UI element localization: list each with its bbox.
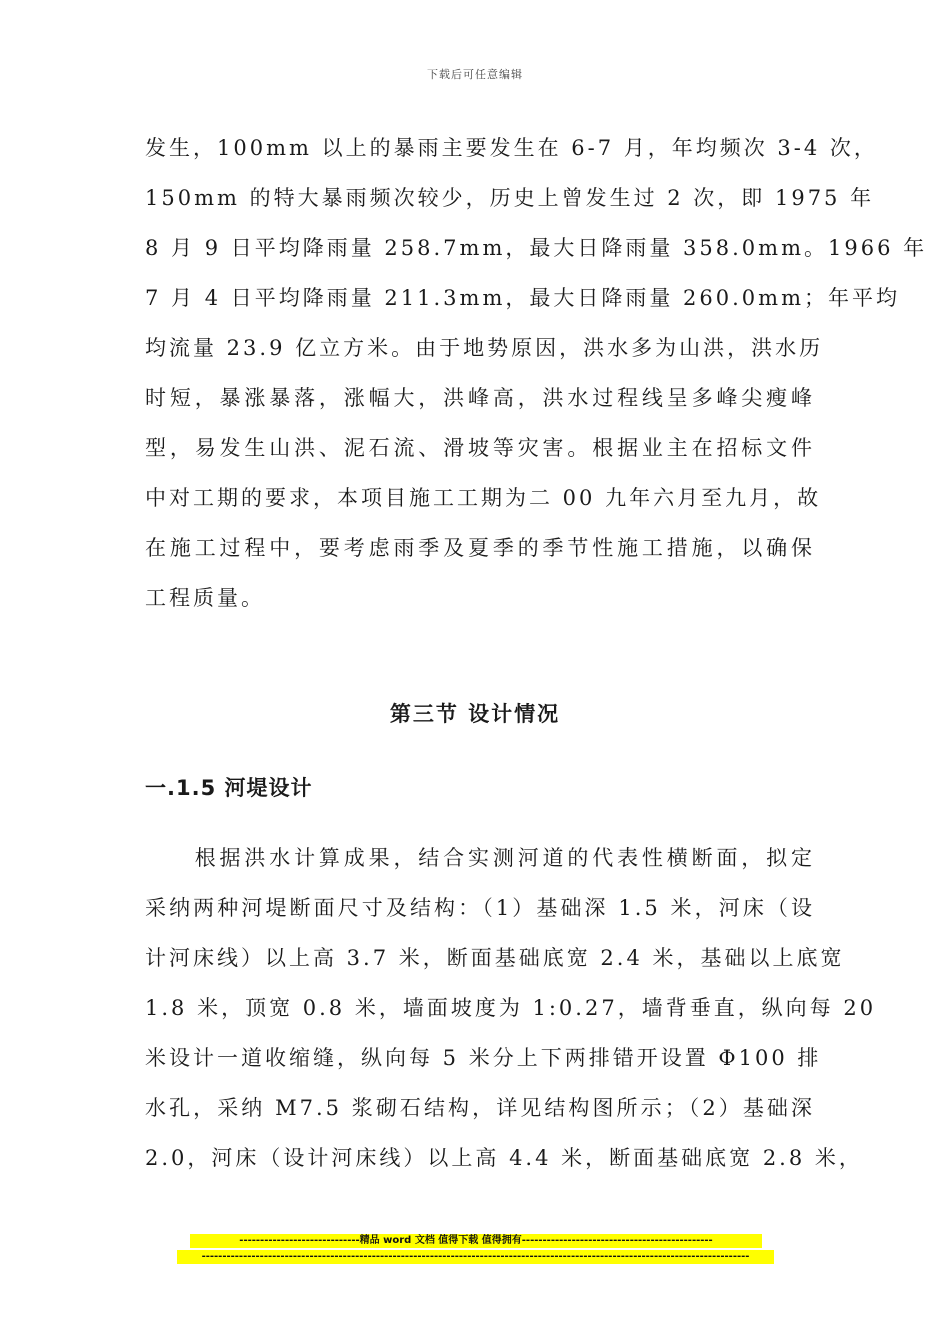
paragraph-line: 150mm 的特大暴雨频次较少，历史上曾发生过 2 次，即 1975 年 [145, 186, 875, 210]
footer-watermark-line: -----------------------------精品 word 文档 值得下载 值得拥有---------------------------------------------- [190, 1234, 762, 1248]
paragraph-climate [145, 123, 928, 623]
paragraph-line: 工程质量。 [145, 586, 265, 610]
header-note: 下载后可任意编辑 [427, 68, 523, 81]
section-title: 第三节 设计情况 [389, 702, 561, 726]
paragraph-line: 7 月 4 日平均降雨量 211.3mm，最大日降雨量 260.0mm；年平均 [145, 286, 900, 310]
paragraph-embankment-design [145, 833, 877, 1183]
subsection-title: 一.1.5 河堤设计 [145, 776, 313, 800]
paragraph-line: 8 月 9 日平均降雨量 258.7mm，最大日降雨量 358.0mm。1966 年 [145, 236, 928, 260]
footer-dashed-line: ------------------------------------------------------------------------------------------------------------------------------------ [177, 1250, 774, 1264]
paragraph-line: 采纳两种河堤断面尺寸及结构：（1）基础深 1.5 米，河床（设 [145, 896, 815, 920]
paragraph-line: 时短，暴涨暴落，涨幅大，洪峰高，洪水过程线呈多峰尖瘦峰 [145, 386, 815, 410]
paragraph-line: 1.8 米，顶宽 0.8 米，墙面坡度为 1:0.27，墙背垂直，纵向每 20 [145, 996, 877, 1020]
paragraph-line: 2.0，河床（设计河床线）以上高 4.4 米，断面基础底宽 2.8 米， [145, 1146, 863, 1170]
paragraph-line: 计河床线）以上高 3.7 米，断面基础底宽 2.4 米，基础以上底宽 [145, 946, 845, 970]
paragraph-line: 根据洪水计算成果，结合实测河道的代表性横断面，拟定 [145, 846, 815, 870]
paragraph-line: 水孔，采纳 M7.5 浆砌石结构，详见结构图所示；（2）基础深 [145, 1096, 815, 1120]
paragraph-line: 在施工过程中，要考虑雨季及夏季的季节性施工措施，以确保 [145, 536, 815, 560]
paragraph-line: 型，易发生山洪、泥石流、滑坡等灾害。根据业主在招标文件 [145, 436, 815, 460]
paragraph-line: 均流量 23.9 亿立方米。由于地势原因，洪水多为山洪，洪水历 [145, 336, 824, 360]
paragraph-line: 米设计一道收缩缝，纵向每 5 米分上下两排错开设置 Φ100 排 [145, 1046, 822, 1070]
paragraph-line: 中对工期的要求，本项目施工工期为二 00 九年六月至九月，故 [145, 486, 822, 510]
paragraph-line: 发生，100mm 以上的暴雨主要发生在 6-7 月，年均频次 3-4 次， [145, 136, 878, 160]
